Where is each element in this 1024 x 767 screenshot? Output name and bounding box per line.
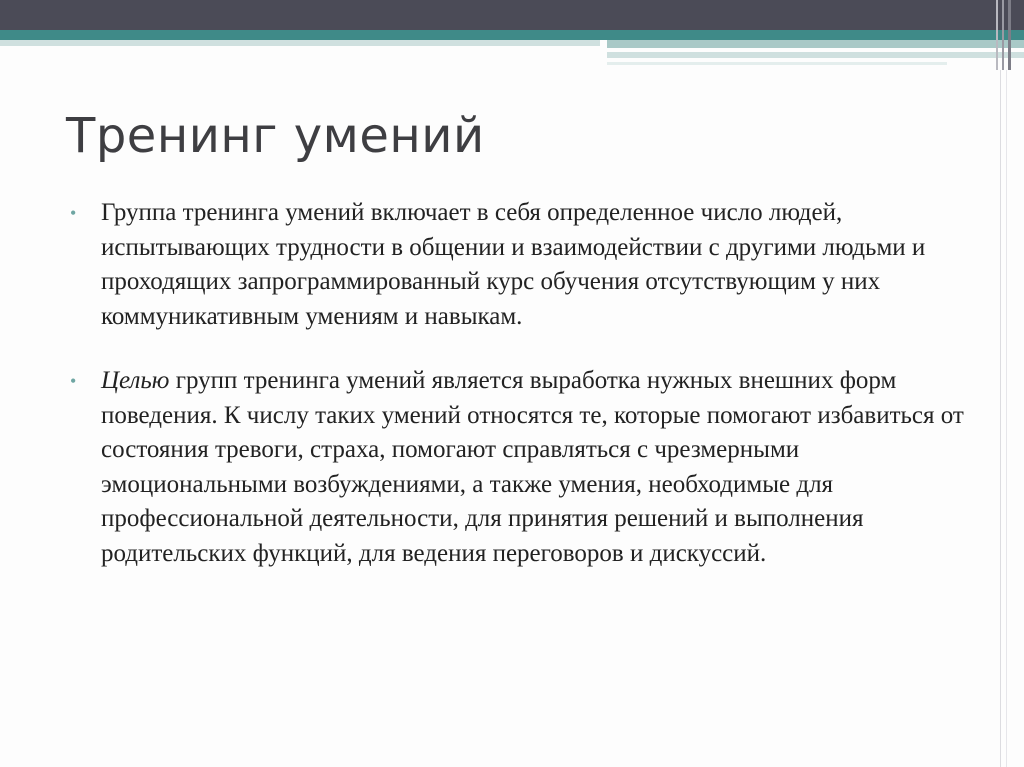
bullet-text: Группа тренинга умений включает в себя определенное число людей, испытывающих трудности в общении и взаимодействии с другими людьми и проходящих запрограммированный курс обучения отсутствующим у них коммуникативным умениям и навыкам. xyxy=(101,199,926,330)
top-right-stripe xyxy=(607,62,947,65)
bullet-dot-icon: • xyxy=(70,371,77,391)
right-decor-line xyxy=(1008,0,1011,70)
bullet-list xyxy=(70,196,975,571)
right-decor-line xyxy=(1000,70,1001,767)
bullet-item xyxy=(70,196,975,334)
top-right-stripe xyxy=(607,52,1024,58)
bullet-item xyxy=(70,364,975,571)
top-right-stripe xyxy=(607,40,1024,48)
right-decor-line xyxy=(1006,70,1007,767)
top-banner-teal xyxy=(0,30,1024,40)
bullet-dot-icon: • xyxy=(70,203,77,223)
bullet-text: групп тренинга умений является выработка нужных внешних форм поведения. К числу таких умений относятся те, которые помогают избавиться от состояния тревоги, страха, помогают справляться с чрезмерными эмоциональными возбуждениями, а также умения, необходимые для профессиональной деятельности, для принятия решений и выполнения родительских функций, для ведения переговоров и дискуссий. xyxy=(101,367,964,567)
slide-title: Тренинг умений xyxy=(66,108,485,164)
bullet-emphasis: Целью xyxy=(101,367,170,394)
right-decor-line xyxy=(996,0,998,70)
top-banner-light-stripe xyxy=(0,40,600,46)
top-banner-dark xyxy=(0,0,1024,30)
right-decor-line xyxy=(1002,0,1004,70)
